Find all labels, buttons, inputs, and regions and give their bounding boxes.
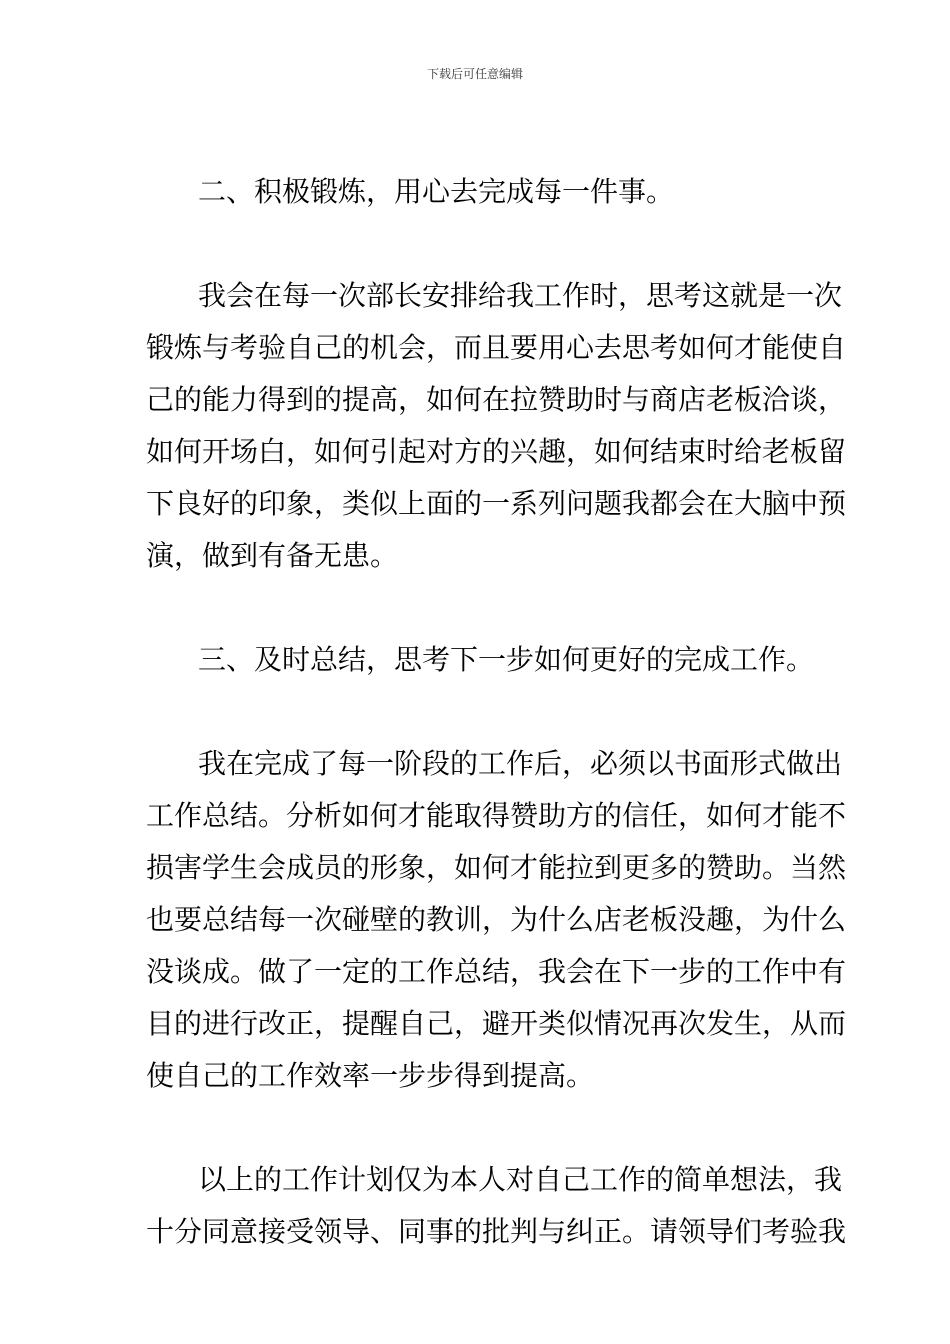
paragraph-3 (146, 1154, 847, 1258)
paragraph-line: 目的进行改正，提醒自己，避开类似情况再次发生，从而 (146, 1007, 847, 1040)
paragraph-line: 没谈成。做了一定的工作总结，我会在下一步的工作中有 (146, 955, 847, 988)
document-body (146, 166, 847, 1258)
paragraph-line: 工作总结。分析如何才能取得赞助方的信任，如何才能不 (146, 799, 847, 832)
paragraph-line: 锻炼与考验自己的机会，而且要用心去思考如何才能使自 (146, 331, 847, 364)
paragraph-line: 也要总结每一次碰壁的教训，为什么店老板没趣，为什么 (146, 903, 847, 936)
paragraph-line: 十分同意接受领导、同事的批判与纠正。请领导们考验我 (146, 1215, 847, 1248)
paragraph-line: 我在完成了每一阶段的工作后，必须以书面形式做出 (198, 747, 843, 780)
paragraph-line: 下良好的印象，类似上面的一系列问题我都会在大脑中预 (146, 487, 847, 520)
paragraph-line: 如何开场白，如何引起对方的兴趣，如何结束时给老板留 (146, 435, 847, 468)
paragraph-line: 我会在每一次部长安排给我工作时，思考这就是一次 (198, 279, 843, 312)
paragraph-line: 演，做到有备无患。 (146, 539, 399, 572)
paragraph-line: 己的能力得到的提高，如何在拉赞助时与商店老板洽谈， (146, 383, 847, 416)
paragraph-line: 以上的工作计划仅为本人对自己工作的简单想法，我 (198, 1163, 843, 1196)
section-heading-3: 三、及时总结，思考下一步如何更好的完成工作。 (198, 643, 815, 676)
page-header: 下载后可任意编辑 (426, 67, 523, 81)
paragraph-1 (146, 270, 847, 582)
section-heading-2: 二、积极锻炼，用心去完成每一件事。 (198, 175, 675, 208)
paragraph-2 (146, 738, 847, 1102)
paragraph-line: 损害学生会成员的形象，如何才能拉到更多的赞助。当然 (146, 851, 847, 884)
paragraph-line: 使自己的工作效率一步步得到提高。 (146, 1059, 595, 1092)
